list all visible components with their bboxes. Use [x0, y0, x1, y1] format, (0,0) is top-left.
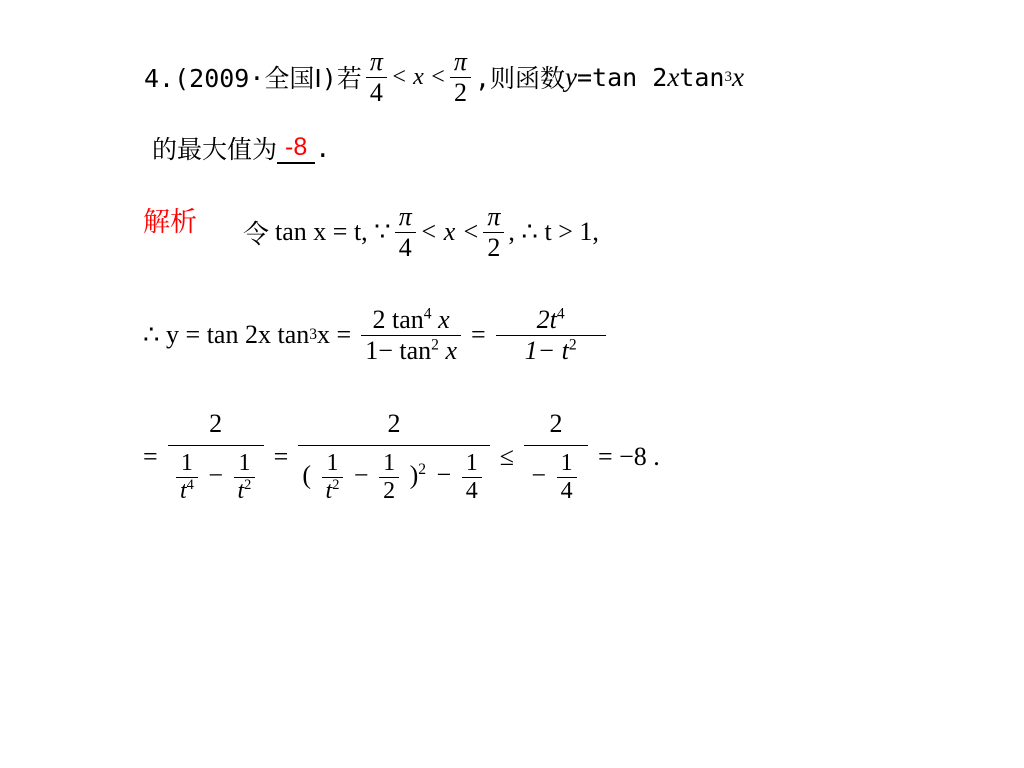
solution-l3-result: = −8 . — [597, 442, 660, 471]
solution-l2-frac-t: $\frac{2t^4}{1- t^2}$ — [496, 305, 606, 366]
period: . — [315, 133, 331, 163]
solution-l1-mid: < x < — [419, 217, 480, 246]
solution-l3-leq: ≤ — [499, 442, 514, 471]
solution-l1-frac-pi4: $\frac{\pi}{4}$ — [395, 202, 416, 263]
solution-l3-eq2: = — [273, 442, 289, 471]
solution-l2-after: x = — [317, 320, 352, 349]
function-text: ,则函数 — [474, 64, 566, 93]
solution-l3-eq1: = — [143, 442, 158, 471]
cond-fraction-right: $\frac{\pi}{2}$ — [450, 47, 471, 108]
cond-fraction-left: $\frac{\pi}{4}$ — [366, 47, 387, 108]
frac-c-part: $\frac{1}{4}$ — [557, 450, 577, 505]
tan-word: tan — [679, 62, 725, 92]
problem-line-2 — [152, 128, 330, 168]
answer-blank — [277, 132, 315, 164]
solution-line-2: ∴ y = tan 2x tan 3 x = $\frac{2 \tan^4 x}{1- \tan^2 x}$ = $\frac{2t^4}{1- t^2}$ — [143, 290, 610, 380]
solution-l1-frac-pi2: $\frac{\pi}{2}$ — [483, 202, 504, 263]
solution-l2-frac-tan: $\frac{2 \tan^4 x}{1- \tan^2 x}$ — [361, 305, 461, 366]
frac-b-part1: $\frac{1}{t^2}$ — [322, 450, 344, 505]
cond-middle: < x < — [390, 63, 446, 90]
solution-l3-frac-c: 2 − $\frac{1}{4}$ — [524, 409, 588, 505]
frac-b-part2: $\frac{1}{2}$ — [379, 450, 399, 505]
problem-prefix: 4.(2009·全国Ⅰ)若 — [144, 64, 362, 93]
solution-label: 解析 — [143, 207, 197, 238]
solution-l2-eq: = — [470, 320, 486, 349]
frac-a-part2: $\frac{1}{t^2}$ — [234, 450, 256, 505]
equals-tan: =tan 2 — [577, 62, 668, 92]
problem-line-1: 4.(2009·全国Ⅰ)若 $\frac{\pi}{4}$ < x < $\frac{\pi}{2}$ ,则函数 y =tan 2 x tan 3 x — [144, 46, 744, 107]
solution-line-3 — [143, 392, 660, 522]
frac-b-part3: $\frac{1}{4}$ — [462, 450, 482, 505]
solution-l2-lead: ∴ y = tan 2x tan — [143, 320, 310, 349]
solution-l3-frac-a: 2 $\frac{1}{t^4}$ − $\frac{1}{t^2}$ — [168, 409, 264, 505]
solution-l1-expr: tan x = t, ∵ — [275, 217, 391, 246]
frac-a-part1: $\frac{1}{t^4}$ — [176, 450, 198, 505]
solution-line-1 — [243, 193, 599, 271]
answer-value: -8 — [285, 133, 308, 161]
var-x2: x — [731, 61, 744, 92]
var-y: y — [565, 61, 577, 92]
solution-l3-frac-b: 2 ( $\frac{1}{t^2}$ − $\frac{1}{2}$ )$^2$ − $\frac{1}{4}$ — [298, 409, 489, 505]
question-text: 的最大值为 — [152, 135, 278, 164]
solution-l1-tail: , ∴ t > 1, — [508, 217, 599, 246]
ling-char: 令 — [243, 219, 270, 250]
var-x1: x — [667, 61, 680, 92]
